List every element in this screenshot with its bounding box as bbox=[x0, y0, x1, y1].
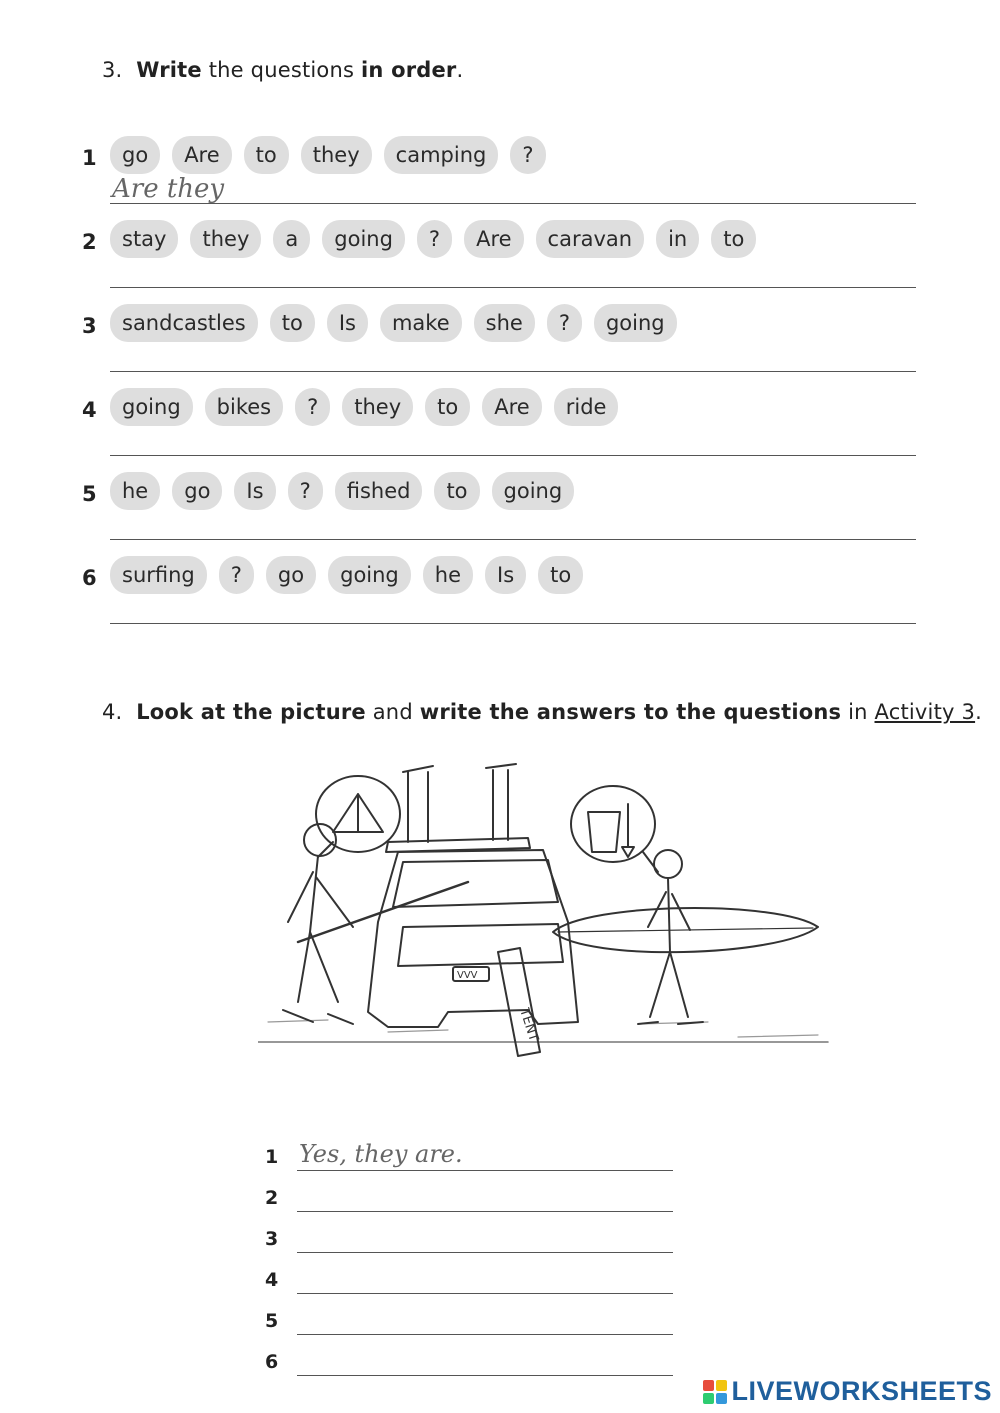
question-row bbox=[0, 388, 1000, 472]
answer-line[interactable] bbox=[297, 1211, 673, 1212]
heading-part: the questions bbox=[201, 58, 362, 82]
handwritten-answer[interactable]: Yes, they are. bbox=[299, 1140, 463, 1168]
liveworksheets-brand bbox=[703, 1376, 992, 1407]
answer-line[interactable] bbox=[297, 1170, 673, 1171]
word-chip[interactable]: a bbox=[273, 220, 310, 258]
word-chips bbox=[110, 304, 677, 342]
liveworksheets-logo-icon bbox=[703, 1380, 727, 1404]
question-row bbox=[0, 220, 1000, 304]
word-chip[interactable]: to bbox=[434, 472, 479, 510]
question-row bbox=[0, 304, 1000, 388]
word-chips bbox=[110, 136, 546, 174]
activity-number: 4. bbox=[102, 700, 123, 724]
brand-name: LIVEWORKSHEETS bbox=[731, 1376, 992, 1406]
word-chip[interactable]: in bbox=[656, 220, 699, 258]
word-chip[interactable]: to bbox=[538, 556, 583, 594]
logo-square bbox=[716, 1380, 727, 1391]
word-chip[interactable]: ? bbox=[510, 136, 545, 174]
word-chip[interactable]: ? bbox=[295, 388, 330, 426]
answer-number: 2 bbox=[265, 1187, 279, 1209]
answer-row bbox=[265, 1138, 675, 1174]
word-chip[interactable]: fished bbox=[335, 472, 423, 510]
answer-line[interactable] bbox=[110, 203, 916, 204]
word-chip[interactable]: going bbox=[594, 304, 677, 342]
heading-part: in bbox=[841, 700, 875, 724]
answer-row bbox=[265, 1261, 675, 1297]
logo-square bbox=[703, 1380, 714, 1391]
answer-row bbox=[265, 1302, 675, 1338]
word-chip[interactable]: surfing bbox=[110, 556, 207, 594]
word-chip[interactable]: sandcastles bbox=[110, 304, 258, 342]
heading-part: Look at the picture bbox=[136, 700, 366, 724]
word-chip[interactable]: to bbox=[270, 304, 315, 342]
word-chip[interactable]: Are bbox=[172, 136, 231, 174]
answer-line[interactable] bbox=[110, 455, 916, 456]
car-plate: VVV bbox=[457, 970, 478, 981]
answer-number: 3 bbox=[265, 1228, 279, 1250]
question-row bbox=[0, 556, 1000, 640]
word-chip[interactable]: caravan bbox=[536, 220, 645, 258]
logo-square bbox=[716, 1393, 727, 1404]
answer-row bbox=[265, 1343, 675, 1379]
question-row bbox=[0, 136, 1000, 220]
answer-line[interactable] bbox=[297, 1334, 673, 1335]
word-chip[interactable]: Is bbox=[327, 304, 368, 342]
logo-square bbox=[703, 1393, 714, 1404]
answer-line[interactable] bbox=[297, 1252, 673, 1253]
question-number: 6 bbox=[82, 566, 97, 590]
word-chip[interactable]: ? bbox=[417, 220, 452, 258]
activity-4-heading bbox=[102, 700, 982, 724]
heading-part: and bbox=[365, 700, 420, 724]
word-chip[interactable]: they bbox=[190, 220, 261, 258]
word-chip[interactable]: they bbox=[301, 136, 372, 174]
question-row bbox=[0, 472, 1000, 556]
word-chip[interactable]: ride bbox=[554, 388, 619, 426]
activity-3-heading bbox=[102, 58, 463, 82]
heading-part: . bbox=[975, 700, 982, 724]
heading-part: in order bbox=[361, 58, 457, 82]
heading-part: . bbox=[456, 58, 464, 82]
word-chip[interactable]: go bbox=[266, 556, 316, 594]
word-chip[interactable]: she bbox=[474, 304, 535, 342]
word-chip[interactable]: Are bbox=[482, 388, 541, 426]
word-chip[interactable]: to bbox=[711, 220, 756, 258]
answer-number: 4 bbox=[265, 1269, 279, 1291]
word-chip[interactable]: he bbox=[423, 556, 473, 594]
question-number: 4 bbox=[82, 398, 97, 422]
word-chip[interactable]: Are bbox=[464, 220, 523, 258]
activity-number: 3. bbox=[102, 58, 123, 82]
answer-row bbox=[265, 1179, 675, 1215]
tent-label: TENT bbox=[516, 1006, 541, 1044]
word-chips bbox=[110, 388, 618, 426]
word-chip[interactable]: go bbox=[172, 472, 222, 510]
word-chip[interactable]: ? bbox=[547, 304, 582, 342]
word-chip[interactable]: going bbox=[322, 220, 405, 258]
word-chip[interactable]: camping bbox=[384, 136, 499, 174]
answer-line[interactable] bbox=[297, 1375, 673, 1376]
word-chip[interactable]: ? bbox=[219, 556, 254, 594]
beach-camping-illustration bbox=[258, 752, 830, 1064]
word-chip[interactable]: Is bbox=[485, 556, 526, 594]
word-chip[interactable]: make bbox=[380, 304, 462, 342]
answer-number: 1 bbox=[265, 1146, 279, 1168]
heading-part: write the answers to the questions bbox=[419, 700, 842, 724]
activity-3-link[interactable]: Activity 3 bbox=[874, 700, 976, 724]
answer-line[interactable] bbox=[110, 371, 916, 372]
answer-line[interactable] bbox=[110, 287, 916, 288]
word-chip[interactable]: stay bbox=[110, 220, 178, 258]
handwritten-answer[interactable]: Are they bbox=[112, 174, 225, 204]
answer-line[interactable] bbox=[297, 1293, 673, 1294]
question-number: 3 bbox=[82, 314, 97, 338]
word-chip[interactable]: bikes bbox=[205, 388, 283, 426]
word-chip[interactable]: go bbox=[110, 136, 160, 174]
heading-part: Write bbox=[136, 58, 202, 82]
word-chips bbox=[110, 556, 583, 594]
answer-line[interactable] bbox=[110, 539, 916, 540]
answer-row bbox=[265, 1220, 675, 1256]
word-chip[interactable]: he bbox=[110, 472, 160, 510]
word-chip[interactable]: going bbox=[110, 388, 193, 426]
word-chip[interactable]: to bbox=[425, 388, 470, 426]
word-chips bbox=[110, 220, 756, 258]
word-chip[interactable]: going bbox=[492, 472, 575, 510]
word-chip[interactable]: to bbox=[244, 136, 289, 174]
answer-line[interactable] bbox=[110, 623, 916, 624]
question-number: 1 bbox=[82, 146, 97, 170]
question-number: 2 bbox=[82, 230, 97, 254]
word-chip[interactable]: they bbox=[342, 388, 413, 426]
word-chip[interactable]: ? bbox=[288, 472, 323, 510]
answer-number: 5 bbox=[265, 1310, 279, 1332]
word-chip[interactable]: Is bbox=[234, 472, 275, 510]
answer-number: 6 bbox=[265, 1351, 279, 1373]
question-number: 5 bbox=[82, 482, 97, 506]
word-chips bbox=[110, 472, 574, 510]
word-chip[interactable]: going bbox=[328, 556, 411, 594]
